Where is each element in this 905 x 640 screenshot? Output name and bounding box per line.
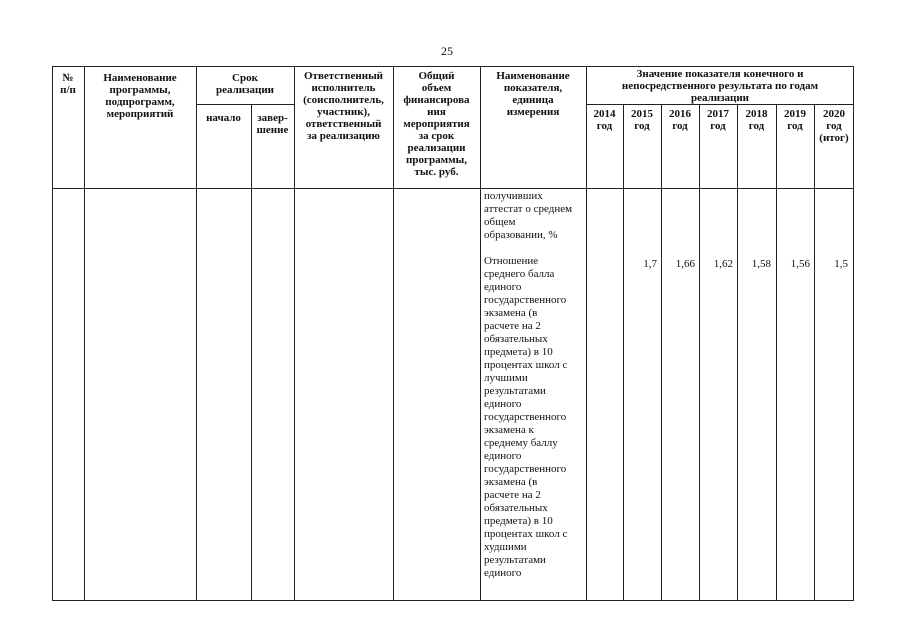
col-divider (776, 104, 777, 601)
header-year: 2015 год (631, 108, 653, 132)
value-2017: 1,62 (713, 258, 733, 270)
col-divider (294, 66, 295, 601)
header-year: 2018 год (745, 108, 768, 132)
header-year: 2020 год (итог) (819, 108, 849, 144)
header-year: 2017 год (707, 108, 729, 132)
col-divider (737, 104, 738, 601)
col-divider (699, 104, 700, 601)
value-2020: 1,5 (834, 258, 848, 270)
value-2016: 1,66 (675, 258, 695, 270)
header-term: Срок реализации (215, 72, 275, 96)
header-year: 2014 год (593, 108, 616, 132)
header-name: Наименование программы, подпрограмм, мероприятий (103, 72, 177, 120)
indicator-text: получивших аттестат о среднем общем образовании, % Отношение среднего балла единого государственного экзамена (в расчете на 2 обязательных предмета) в 10 процентах школ с лучшими результатами единого государственного экзамена к среднему баллу единого государственного экзамена (в расчете на 2 обязательных предмета) в 10 процентах школ с худшими результатами единого (484, 190, 573, 579)
value-2019: 1,56 (790, 258, 810, 270)
col-divider (814, 104, 815, 601)
col-divider (84, 66, 85, 601)
value-2015: 1,7 (643, 258, 657, 270)
col-divider (661, 104, 662, 601)
col-divider (480, 66, 481, 601)
header-executor: Ответственный исполнитель (соисполнитель, участник), ответственный за реализацию (303, 70, 384, 142)
header-end: завер- шение (256, 112, 289, 136)
row-divider (586, 104, 854, 105)
header-year: 2016 год (669, 108, 691, 132)
header-year: 2019 год (784, 108, 806, 132)
header-finance: Общий объем финансирова ния мероприятия за срок реализации программы, тыс. руб. (403, 70, 470, 178)
value-2018: 1,58 (751, 258, 771, 270)
header-bottom-line (52, 188, 854, 189)
row-divider (196, 104, 294, 105)
header-indicator: Наименование показателя, единица измерения (496, 70, 570, 118)
col-divider (586, 66, 587, 601)
page-number: 25 (441, 44, 453, 58)
header-start: начало (206, 112, 241, 124)
col-divider (251, 104, 252, 601)
header-values: Значение показателя конечного и непосредственного результата по годам реализации (621, 68, 819, 104)
header-num: № п/п (60, 72, 76, 96)
col-divider (623, 104, 624, 601)
col-divider (196, 66, 197, 601)
